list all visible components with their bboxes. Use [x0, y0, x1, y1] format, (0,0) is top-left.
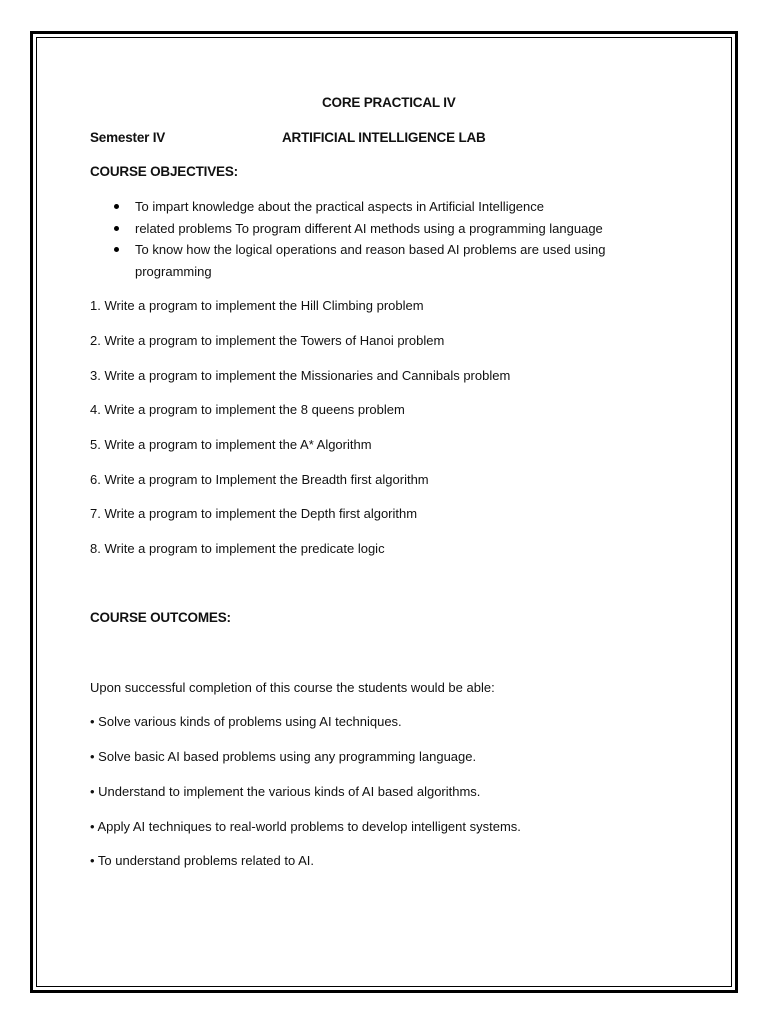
lab-title: ARTIFICIAL INTELLIGENCE LAB — [282, 130, 486, 145]
bullet-icon — [114, 247, 119, 252]
objective-item: related problems To program different AI methods using a programming language — [135, 221, 603, 236]
outcome-item: • Solve basic AI based problems using any programming language. — [90, 749, 477, 764]
objective-item: To impart knowledge about the practical aspects in Artificial Intelligence — [135, 199, 544, 214]
program-item: 4. Write a program to implement the 8 queens problem — [90, 402, 405, 417]
objective-item: To know how the logical operations and reason based AI problems are used using — [135, 242, 606, 257]
outcome-item: • Solve various kinds of problems using AI techniques. — [90, 714, 402, 729]
outcome-item: • Apply AI techniques to real-world problems to develop intelligent systems. — [90, 819, 521, 834]
program-item: 5. Write a program to implement the A* Algorithm — [90, 437, 372, 452]
outcomes-heading: COURSE OUTCOMES: — [90, 610, 231, 625]
objective-item-continuation: programming — [135, 264, 212, 279]
program-item: 6. Write a program to Implement the Breadth first algorithm — [90, 472, 429, 487]
program-item: 8. Write a program to implement the predicate logic — [90, 541, 385, 556]
outcome-item: • Understand to implement the various kinds of AI based algorithms. — [90, 784, 481, 799]
document-title: CORE PRACTICAL IV — [322, 95, 456, 110]
bullet-icon — [114, 226, 119, 231]
objectives-heading: COURSE OBJECTIVES: — [90, 164, 238, 179]
outcomes-intro: Upon successful completion of this course the students would be able: — [90, 680, 495, 695]
program-item: 7. Write a program to implement the Depth first algorithm — [90, 506, 418, 521]
bullet-icon — [114, 204, 119, 209]
program-item: 1. Write a program to implement the Hill Climbing problem — [90, 298, 424, 313]
semester-label: Semester IV — [90, 130, 166, 145]
program-item: 2. Write a program to implement the Towers of Hanoi problem — [90, 333, 445, 348]
program-item: 3. Write a program to implement the Missionaries and Cannibals problem — [90, 368, 511, 383]
outcome-item: • To understand problems related to AI. — [90, 853, 315, 868]
